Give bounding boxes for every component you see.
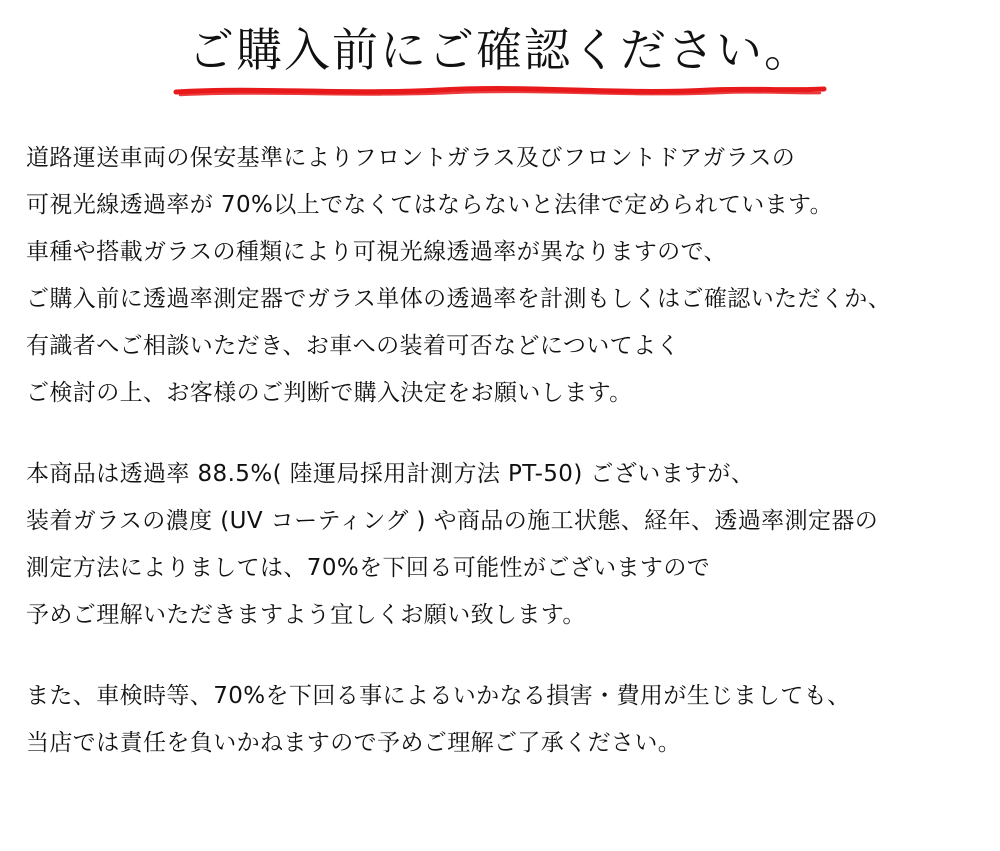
text-line: 可視光線透過率が 70%以上でなくてはならないと法律で定められています。 [26,191,833,218]
text-line: 本商品は透過率 88.5%( 陸運局採用計測方法 PT-50) ございますが、 [26,460,755,487]
text-line: 測定方法によりましては、70%を下回る可能性がございますので [26,554,711,581]
text-line: ご検討の上、お客様のご判断で購入決定をお願いします。 [26,379,633,406]
title-block [0,0,1000,101]
page-title: ご購入前にご確認ください。 [188,23,812,77]
text-line: また、車検時等、70%を下回る事によるいかなる損害・費用が生じましても、 [26,682,851,709]
text-line: 道路運送車両の保安基準によりフロントガラス及びフロントドアガラスの [26,144,796,171]
title-underline [0,83,1000,101]
text-line: 当店では責任を負いかねますので予めご理解ご了承ください。 [26,729,682,756]
text-line: ご購入前に透過率測定器でガラス単体の透過率を計測もしくはご確認いただくか、 [26,285,892,312]
text-line: 有識者へご相談いただき、お車への装着可否などについてよく [26,332,680,359]
notice-body [0,135,1000,767]
paragraph-product-spec [26,451,972,639]
text-line: 車種や搭載ガラスの種類により可視光線透過率が異なりますので、 [26,238,727,265]
text-line: 予めご理解いただきますよう宜しくお願い致します。 [26,601,586,628]
paragraph-disclaimer [26,673,972,767]
paragraph-legal-notice [26,135,972,417]
text-line: 装着ガラスの濃度 (UV コーティング ) や商品の施工状態、経年、透過率測定器の [26,507,879,534]
